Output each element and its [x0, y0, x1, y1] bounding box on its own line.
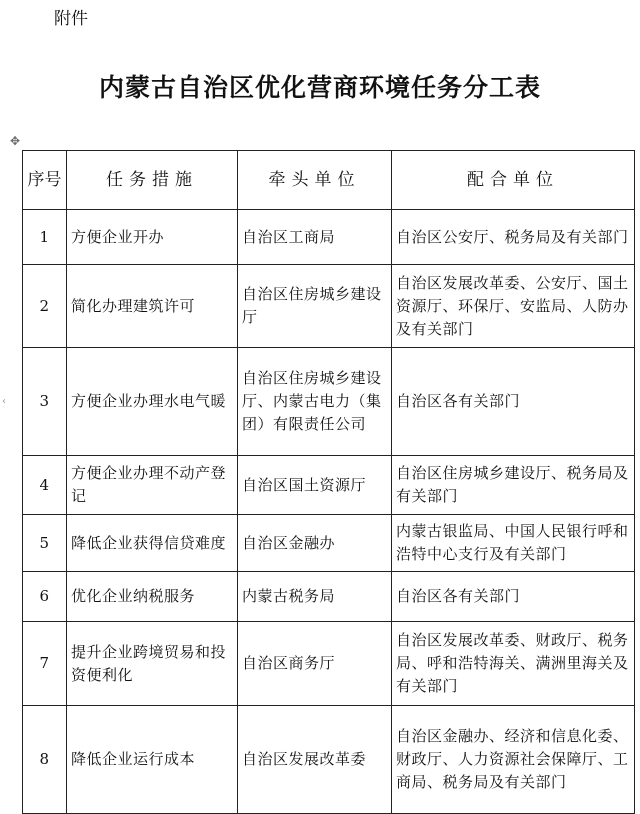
attachment-label: 附件 [54, 9, 88, 29]
row-lead-unit: 自治区商务厅 [238, 622, 392, 706]
row-number: 2 [23, 265, 67, 348]
row-lead-unit: 自治区住房城乡建设厅 [238, 265, 392, 348]
row-number: 8 [23, 706, 67, 814]
row-lead-unit: 自治区金融办 [238, 515, 392, 572]
row-task: 降低企业运行成本 [67, 706, 238, 814]
row-lead-unit: 自治区工商局 [238, 210, 392, 265]
table-header-row [23, 151, 635, 210]
row-task: 方便企业办理不动产登记 [67, 456, 238, 515]
row-number: 3 [23, 348, 67, 456]
row-support-unit: 内蒙古银监局、中国人民银行呼和浩特中心支行及有关部门 [392, 515, 635, 572]
margin-marker-icon: ‹ [2, 396, 6, 407]
table-row [23, 456, 635, 515]
task-table [22, 150, 635, 814]
row-number: 7 [23, 622, 67, 706]
table-row [23, 706, 635, 814]
row-support-unit: 自治区各有关部门 [392, 572, 635, 622]
table-row [23, 572, 635, 622]
table-row [23, 210, 635, 265]
row-number: 5 [23, 515, 67, 572]
row-support-unit: 自治区住房城乡建设厅、税务局及有关部门 [392, 456, 635, 515]
row-task: 方便企业开办 [67, 210, 238, 265]
row-task: 方便企业办理水电气暖 [67, 348, 238, 456]
row-lead-unit: 自治区发展改革委 [238, 706, 392, 814]
table-move-handle-icon[interactable]: ✥ [9, 134, 21, 148]
row-task: 简化办理建筑许可 [67, 265, 238, 348]
row-lead-unit: 自治区国土资源厅 [238, 456, 392, 515]
row-task: 提升企业跨境贸易和投资便利化 [67, 622, 238, 706]
row-support-unit: 自治区各有关部门 [392, 348, 635, 456]
row-lead-unit: 自治区住房城乡建设厅、内蒙古电力（集团）有限责任公司 [238, 348, 392, 456]
row-number: 4 [23, 456, 67, 515]
row-task: 优化企业纳税服务 [67, 572, 238, 622]
header-support-unit: 配合单位 [392, 151, 635, 210]
table-row [23, 515, 635, 572]
row-number: 1 [23, 210, 67, 265]
table-row [23, 265, 635, 348]
table-row [23, 348, 635, 456]
row-number: 6 [23, 572, 67, 622]
header-number: 序号 [23, 151, 67, 210]
table-row [23, 622, 635, 706]
document-title: 内蒙古自治区优化营商环境任务分工表 [98, 73, 541, 102]
row-support-unit: 自治区金融办、经济和信息化委、财政厅、人力资源社会保障厅、工商局、税务局及有关部门 [392, 706, 635, 814]
header-task: 任务措施 [67, 151, 238, 210]
row-support-unit: 自治区发展改革委、财政厅、税务局、呼和浩特海关、满洲里海关及有关部门 [392, 622, 635, 706]
row-task: 降低企业获得信贷难度 [67, 515, 238, 572]
row-lead-unit: 内蒙古税务局 [238, 572, 392, 622]
row-support-unit: 自治区发展改革委、公安厅、国土资源厅、环保厅、安监局、人防办及有关部门 [392, 265, 635, 348]
header-lead-unit: 牵头单位 [238, 151, 392, 210]
row-support-unit: 自治区公安厅、税务局及有关部门 [392, 210, 635, 265]
